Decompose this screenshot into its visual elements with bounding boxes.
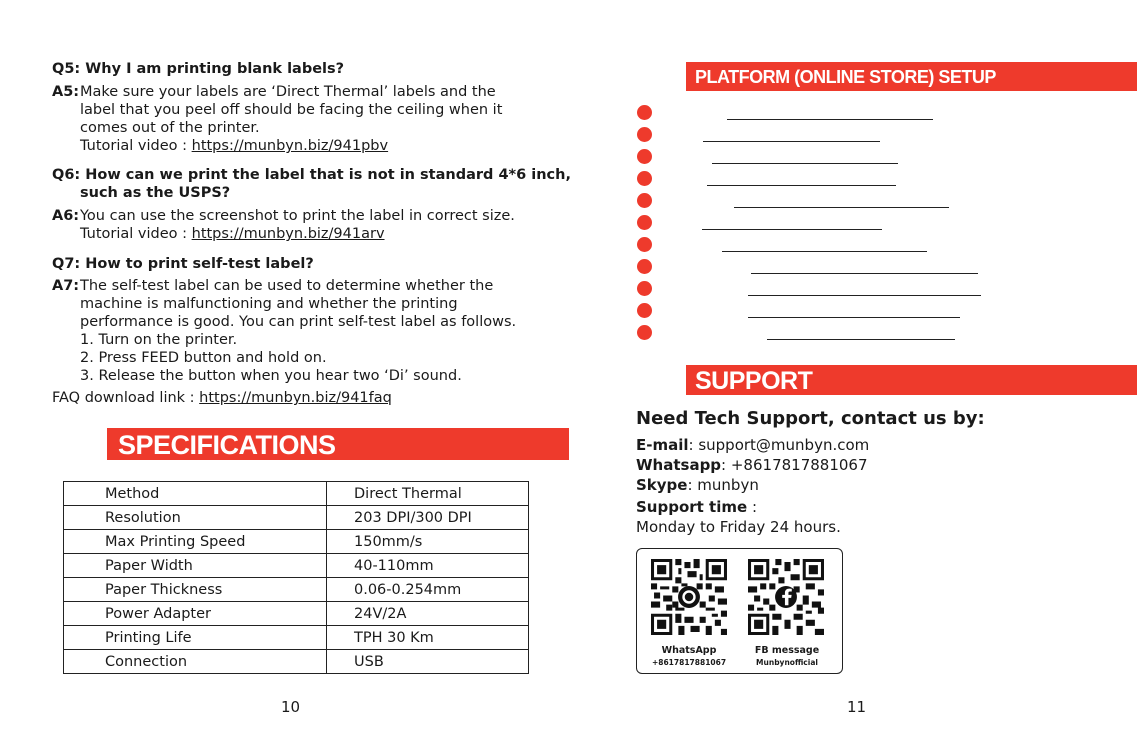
blank-line: [734, 207, 949, 208]
spec-key: Printing Life: [64, 626, 327, 650]
skype-label: Skype: [636, 476, 688, 494]
faq-a7-step2: 2. Press FEED button and hold on.: [80, 350, 327, 366]
faq-a5-line2: label that you peel off should be facing the ceiling when it: [80, 102, 503, 118]
list-bullet: [637, 127, 652, 142]
blank-line: [751, 273, 978, 274]
list-bullet: [637, 215, 652, 230]
spec-value: 40-110mm: [327, 554, 529, 578]
email-label: E-mail: [636, 436, 689, 454]
video-label: Tutorial video :: [80, 226, 192, 242]
blank-line: [748, 295, 981, 296]
faq-download-label: FAQ download link :: [52, 390, 200, 406]
list-bullet: [637, 281, 652, 296]
qr-whatsapp-number: +8617817881067: [651, 658, 727, 667]
faq-a7-step1: 1. Turn on the printer.: [80, 332, 238, 348]
spec-value: 150mm/s: [327, 530, 529, 554]
support-time-colon: :: [747, 498, 757, 516]
faq-a5-label: A5:: [52, 84, 80, 100]
faq-q6-line2: such as the USPS?: [80, 185, 231, 201]
spec-key: Method: [64, 482, 327, 506]
qr-codes-box: [636, 548, 843, 674]
spec-value: Direct Thermal: [327, 482, 529, 506]
specifications-banner: SPECIFICATIONS: [107, 428, 569, 460]
faq-q7: Q7: How to print self-test label?: [52, 256, 314, 272]
list-bullet: [637, 259, 652, 274]
support-skype: [636, 476, 759, 494]
spec-value: 0.06-0.254mm: [327, 578, 529, 602]
faq-a5-line1: Make sure your labels are ‘Direct Thermal’ labels and the: [80, 84, 496, 100]
blank-line: [767, 339, 955, 340]
spec-key: Power Adapter: [64, 602, 327, 626]
blank-line: [712, 163, 898, 164]
blank-line: [727, 119, 933, 120]
table-row: [64, 482, 529, 506]
video-link-arv[interactable]: https://munbyn.biz/941arv: [191, 226, 385, 242]
faq-q6-line1: Q6: How can we print the label that is not in standard 4*6 inch,: [52, 167, 571, 183]
spec-key: Connection: [64, 650, 327, 674]
faq-a6-video: [80, 225, 385, 243]
faq-download: [52, 389, 392, 407]
support-banner: SUPPORT: [686, 365, 1137, 395]
specifications-table: [63, 481, 529, 674]
video-label: Tutorial video :: [80, 138, 192, 154]
whatsapp-qr-icon[interactable]: [651, 559, 727, 635]
table-row: [64, 554, 529, 578]
whatsapp-label: Whatsapp: [636, 456, 722, 474]
video-link-pbv[interactable]: https://munbyn.biz/941pbv: [191, 138, 389, 154]
facebook-qr-icon[interactable]: [748, 559, 824, 635]
table-row: [64, 506, 529, 530]
support-time: [636, 498, 757, 516]
page-number-right: 11: [847, 698, 867, 716]
list-bullet: [637, 303, 652, 318]
faq-a7-line2: machine is malfunctioning and whether the printing: [80, 296, 458, 312]
faq-a7-line1: The self-test label can be used to determine whether the: [80, 278, 494, 294]
table-row: [64, 602, 529, 626]
blank-line: [748, 317, 960, 318]
support-whatsapp: [636, 456, 868, 474]
spec-key: Resolution: [64, 506, 327, 530]
list-bullet: [637, 171, 652, 186]
support-time-label: Support time: [636, 498, 748, 516]
skype-value: : munbyn: [687, 476, 759, 494]
blank-line: [702, 229, 882, 230]
faq-q5: Q5: Why I am printing blank labels?: [52, 61, 345, 77]
spec-value: USB: [327, 650, 529, 674]
spec-key: Paper Thickness: [64, 578, 327, 602]
page-number-left: 10: [281, 698, 301, 716]
list-bullet: [637, 149, 652, 164]
list-bullet: [637, 105, 652, 120]
whatsapp-value: : +8617817881067: [721, 456, 868, 474]
qr-whatsapp-label: WhatsApp: [661, 645, 717, 656]
table-row: [64, 530, 529, 554]
list-bullet: [637, 193, 652, 208]
list-bullet: [637, 325, 652, 340]
support-email: [636, 436, 869, 454]
spec-key: Max Printing Speed: [64, 530, 327, 554]
table-row: [64, 626, 529, 650]
blank-line: [703, 141, 880, 142]
email-value[interactable]: : support@munbyn.com: [688, 436, 870, 454]
faq-a6-line1: You can use the screenshot to print the label in correct size.: [80, 208, 515, 224]
faq-a7-step3: 3. Release the button when you hear two ‘Di’ sound.: [80, 368, 462, 384]
faq-a5-video: [80, 137, 388, 155]
spec-key: Paper Width: [64, 554, 327, 578]
support-time-value: Monday to Friday 24 hours.: [636, 518, 841, 536]
table-row: [64, 578, 529, 602]
spec-value: TPH 30 Km: [327, 626, 529, 650]
spec-value: 203 DPI/300 DPI: [327, 506, 529, 530]
faq-a7-line3: performance is good. You can print self-test label as follows.: [80, 314, 517, 330]
support-heading: Need Tech Support, contact us by:: [636, 408, 985, 429]
faq-a6-label: A6:: [52, 208, 80, 224]
qr-fb-label: FB message: [754, 645, 820, 656]
table-row: [64, 650, 529, 674]
blank-line: [722, 251, 927, 252]
blank-line: [707, 185, 896, 186]
list-bullet: [637, 237, 652, 252]
faq-download-link[interactable]: https://munbyn.biz/941faq: [199, 390, 392, 406]
platform-setup-banner: PLATFORM (ONLINE STORE) SETUP: [686, 62, 1137, 91]
qr-fb-account: Munbynofficial: [756, 658, 818, 667]
faq-a5-line3: comes out of the printer.: [80, 120, 260, 136]
faq-a7-label: A7:: [52, 278, 80, 294]
spec-value: 24V/2A: [327, 602, 529, 626]
